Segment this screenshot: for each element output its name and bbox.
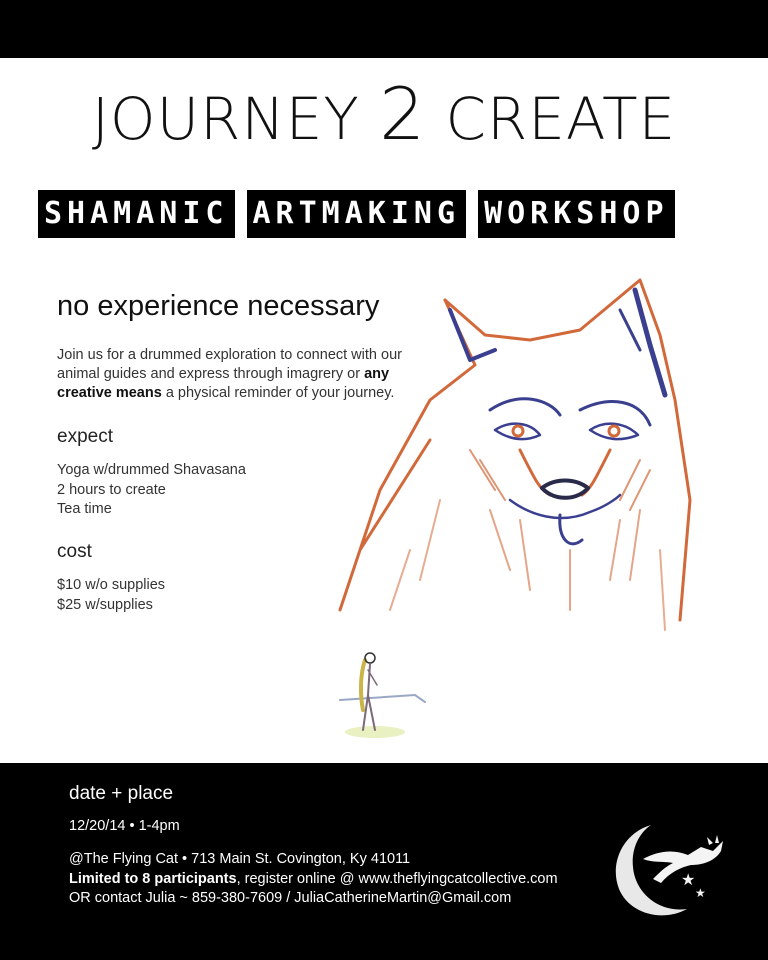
limit-note: Limited to 8 participants — [69, 870, 237, 887]
list-item: Tea time — [57, 501, 112, 517]
list-item: 2 hours to create — [57, 481, 166, 498]
banner-word-workshop: WORKSHOP — [478, 190, 675, 238]
registration-url-text: , register online @ www.theflyingcatcollective.com — [236, 870, 558, 887]
subtitle-banner — [38, 190, 738, 238]
svg-text:★: ★ — [695, 886, 706, 900]
fox-sketch-illustration — [320, 250, 740, 670]
footer-panel — [0, 763, 768, 960]
cost-heading: cost — [57, 541, 92, 562]
intro-emphasis: any creative means — [57, 366, 390, 401]
cost-list — [57, 576, 165, 615]
intro-text-end: a physical reminder of your journey. — [161, 385, 395, 401]
intro-text: Join us for a drummed exploration to connect with our animal guides and express through imagrery or — [57, 347, 402, 382]
intro-paragraph — [57, 346, 447, 403]
top-black-bar — [0, 0, 768, 58]
list-item: $25 w/supplies — [57, 596, 153, 613]
banner-word-artmaking: ARTMAKING — [247, 190, 467, 238]
event-date-time: 12/20/14 • 1-4pm — [69, 818, 180, 834]
flying-cat-logo — [603, 821, 733, 921]
date-place-heading: date + place — [69, 783, 174, 804]
title-part-1: JOURNEY — [91, 85, 380, 153]
registration-line — [69, 870, 558, 890]
contact-line: OR contact Julia ~ 859-380-7609 / JuliaCatherineMartin@Gmail.com — [69, 890, 512, 906]
list-item: Yoga w/drummed Shavasana — [57, 462, 246, 478]
woman-figure-illustration — [335, 640, 435, 740]
expect-heading: expect — [57, 426, 113, 447]
event-details — [69, 850, 558, 909]
title-number: 2 — [379, 72, 427, 156]
banner-word-shamanic: SHAMANIC — [38, 190, 235, 238]
tagline: no experience necessary — [57, 290, 380, 322]
list-item: $10 w/o supplies — [57, 577, 166, 593]
svg-text:★: ★ — [681, 870, 696, 889]
expect-list — [57, 461, 246, 520]
event-address: @The Flying Cat • 713 Main St. Covington, Ky 41011 — [69, 851, 411, 867]
poster-title — [0, 72, 768, 156]
title-part-2: CREATE — [426, 85, 677, 153]
